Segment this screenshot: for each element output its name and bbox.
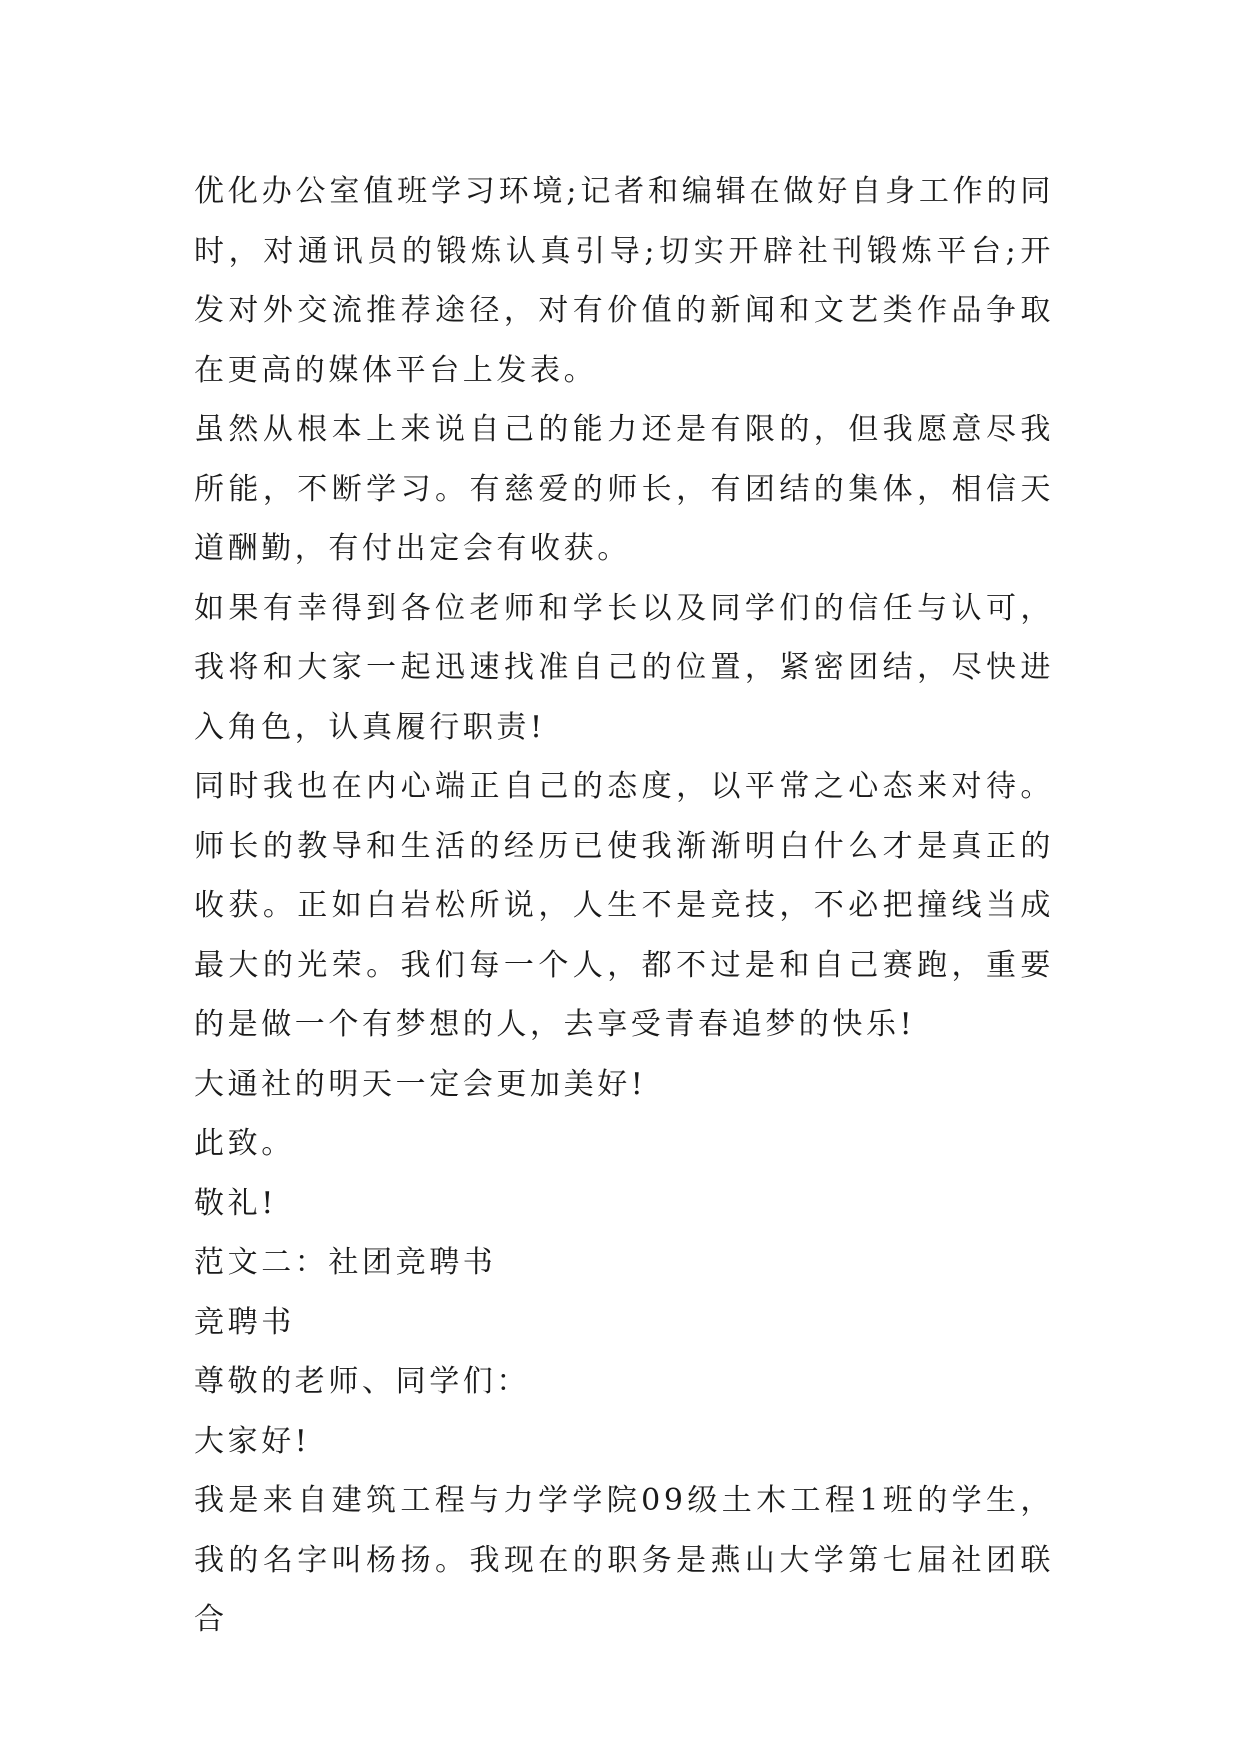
paragraph-future: 大通社的明天一定会更加美好!	[194, 1066, 647, 1102]
paragraph-ability: 虽然从根本上来说自己的能力还是有限的，但我愿意尽我所能，不断学习。有慈爱的师长，有团结的集体，相信天道酬勤，有付出定会有收获。	[194, 412, 1054, 566]
paragraph-introduction: 我是来自建筑工程与力学学院09级土木工程1班的学生，我的名字叫杨扬。我现在的职务是燕山大学第七届社团联合	[194, 1483, 1054, 1637]
section-heading: 范文二：社团竞聘书	[194, 1245, 497, 1280]
closing-salutation: 此致。	[194, 1126, 295, 1161]
closing-regards: 敬礼!	[194, 1185, 277, 1221]
document-body	[194, 162, 1054, 1650]
paragraph-attitude: 同时我也在内心端正自己的态度，以平常之心态来对待。师长的教导和生活的经历已使我渐渐明白什么才是真正的收获。正如白岩松所说，人生不是竞技，不必把撞线当成最大的光荣。我们每一个人，都不过是和自己赛跑，重要的是做一个有梦想的人，去享受青春追梦的快乐!	[194, 769, 1054, 1042]
greeting-hello: 大家好!	[194, 1423, 311, 1459]
document-title: 竞聘书	[194, 1304, 295, 1340]
paragraph-trust: 如果有幸得到各位老师和学长以及同学们的信任与认可，我将和大家一起迅速找准自己的位置，紧密团结，尽快进入角色，认真履行职责!	[194, 590, 1054, 745]
paragraph-office-environment: 优化办公室值班学习环境;记者和编辑在做好自身工作的同时，对通讯员的锻炼认真引导;切实开辟社刊锻炼平台;开发对外交流推荐途径，对有价值的新闻和文艺类作品争取在更高的媒体平台上发表。	[194, 174, 1054, 388]
greeting-audience: 尊敬的老师、同学们：	[194, 1364, 530, 1399]
